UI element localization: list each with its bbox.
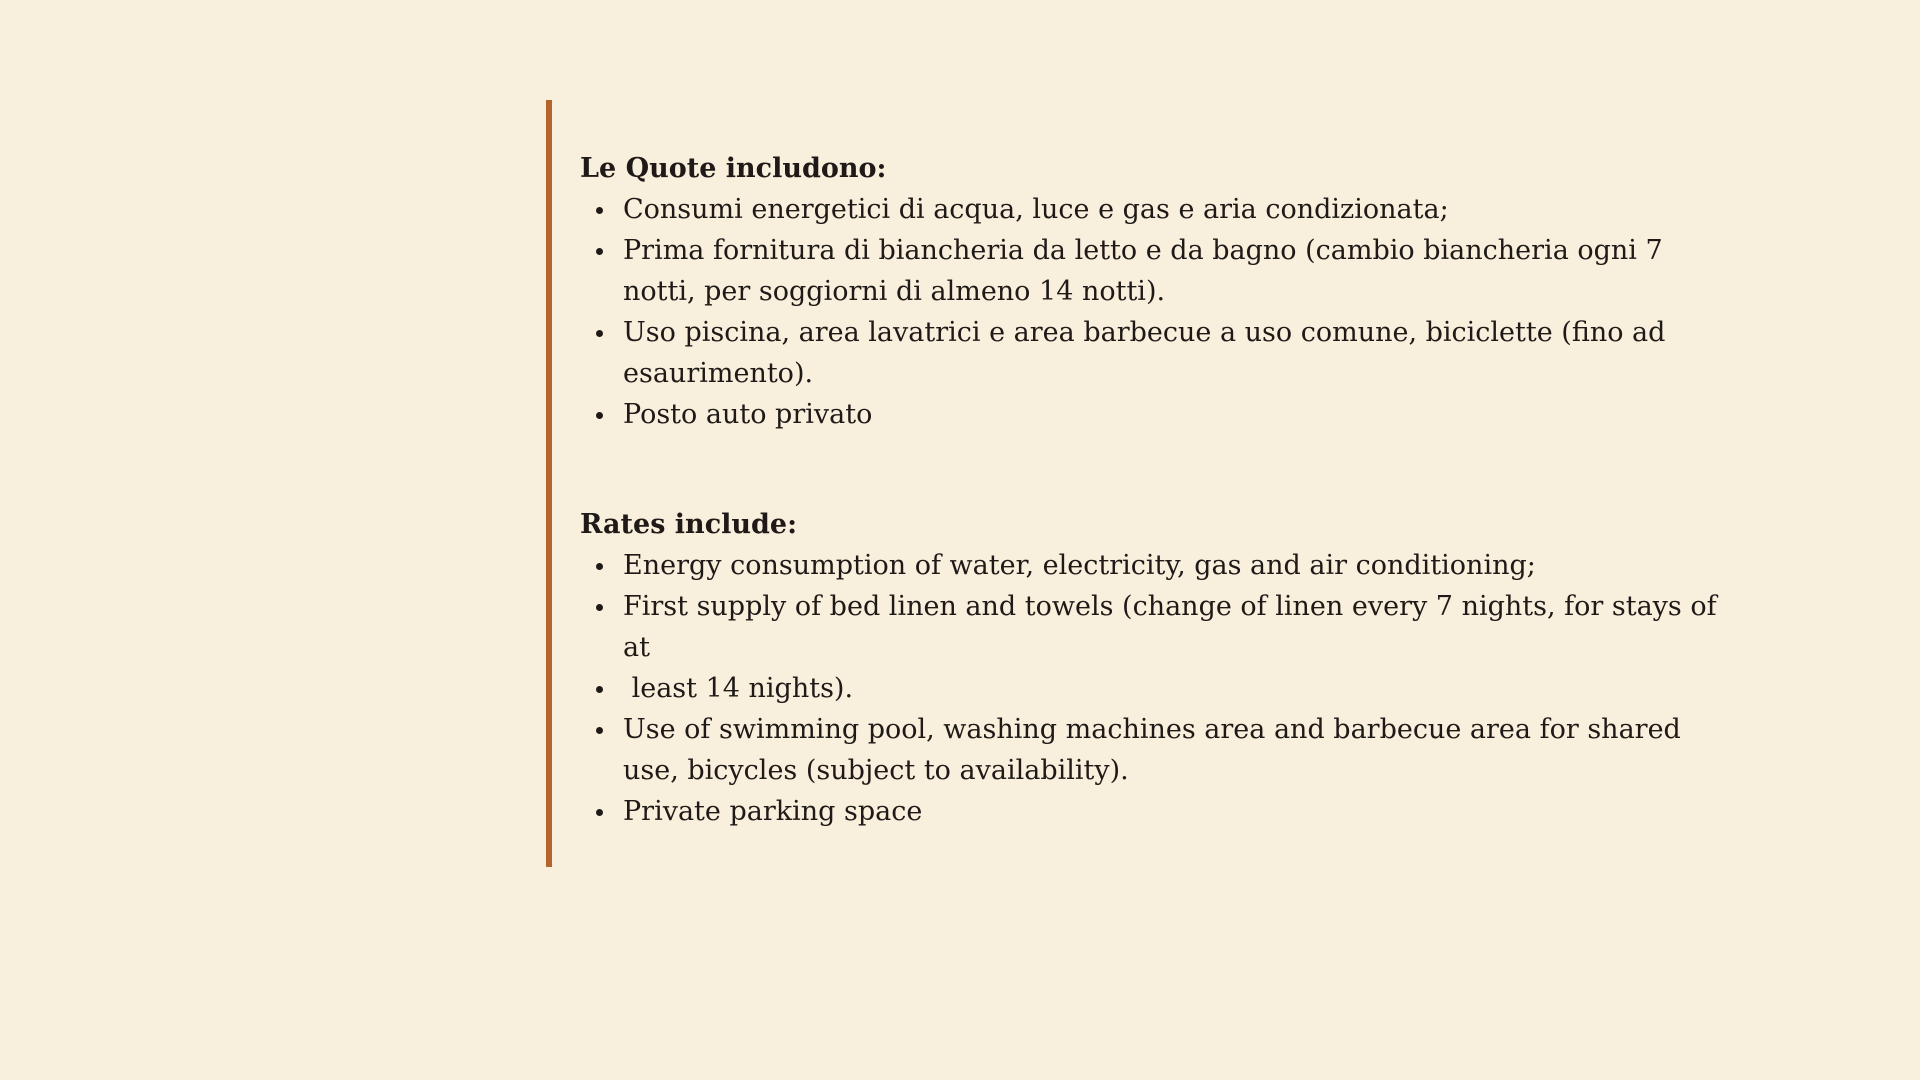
list-item: least 14 nights). <box>623 668 1730 709</box>
italian-list <box>580 189 1730 435</box>
english-section <box>580 504 1730 832</box>
list-item: Uso piscina, area lavatrici e area barbecue a uso comune, biciclette (fino ad esaurimento). <box>623 312 1730 394</box>
italian-heading: Le Quote includono: <box>580 153 887 184</box>
list-item: Posto auto privato <box>623 394 1730 435</box>
english-heading: Rates include: <box>580 509 798 540</box>
italian-section <box>580 148 1730 435</box>
rates-info-block <box>546 100 1736 867</box>
list-item: Consumi energetici di acqua, luce e gas e aria condizionata; <box>623 189 1730 230</box>
accent-bar <box>546 100 552 867</box>
list-item: First supply of bed linen and towels (change of linen every 7 nights, for stays of at <box>623 586 1730 668</box>
list-item: Energy consumption of water, electricity, gas and air conditioning; <box>623 545 1730 586</box>
list-item: Use of swimming pool, washing machines area and barbecue area for shared use, bicycles (subject to availability). <box>623 709 1730 791</box>
english-list <box>580 545 1730 832</box>
list-item: Prima fornitura di biancheria da letto e da bagno (cambio biancheria ogni 7 notti, per soggiorni di almeno 14 notti). <box>623 230 1730 312</box>
list-item: Private parking space <box>623 791 1730 832</box>
